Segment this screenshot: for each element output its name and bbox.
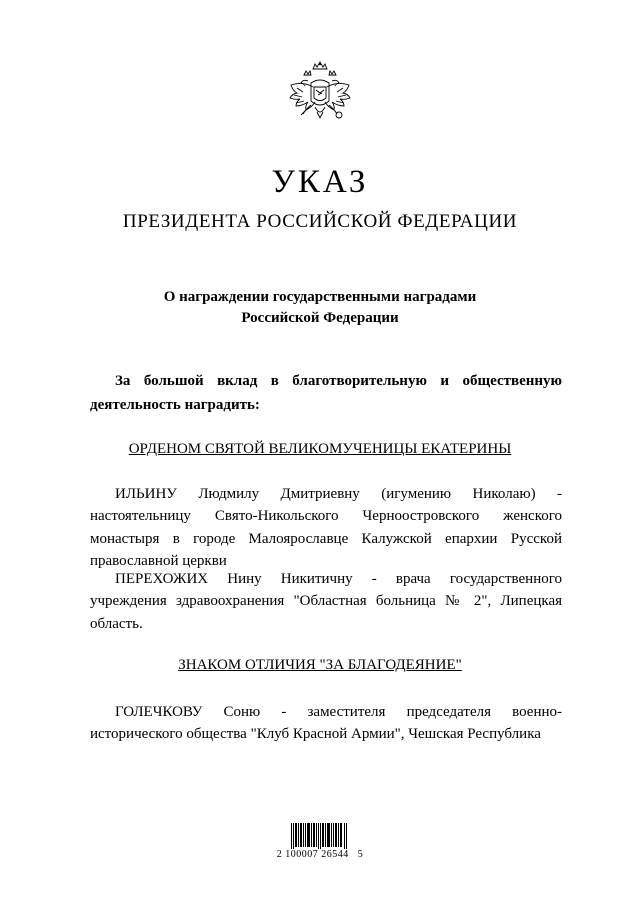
award-name-badge-beneficence: ЗНАКОМ ОТЛИЧИЯ "ЗА БЛАГОДЕЯНИЕ" <box>178 657 462 673</box>
recipient-paragraph: ПЕРЕХОЖИХ Нину Никитичну - врача государственного учреждения здравоохранения "Областная больница № 2", Липецкая область. <box>90 571 562 632</box>
barcode-number: 2 100007 26544 5 <box>276 849 364 860</box>
recipient-paragraph: ИЛЬИНУ Людмилу Дмитриевну (игумению Николаю) - настоятельницу Свято-Никольского Черноостровского женского монастыря в городе Малоярославце Калужской епархии Русской православной церкви <box>90 486 562 569</box>
intro-paragraph: За большой вклад в благотворительную и общественную деятельность наградить: <box>90 373 562 413</box>
heading-line-1: О награждении государственными наградами <box>163 289 477 305</box>
decree-title: УКАЗ <box>271 164 369 200</box>
recipient-paragraph: ГОЛЕЧКОВУ Соню - заместителя председателя военно-исторического общества "Клуб Красной Армии", Чешская Республика <box>90 704 562 743</box>
decree-heading <box>0 287 640 329</box>
barcode-icon <box>291 823 347 849</box>
heading-line-2: Российской Федерации <box>241 310 399 326</box>
decree-subtitle: ПРЕЗИДЕНТА РОССИЙСКОЙ ФЕДЕРАЦИИ <box>122 211 518 232</box>
award-name-order-catherine: ОРДЕНОМ СВЯТОЙ ВЕЛИКОМУЧЕНИЦЫ ЕКАТЕРИНЫ <box>128 441 512 457</box>
coat-of-arms-icon <box>277 57 363 143</box>
